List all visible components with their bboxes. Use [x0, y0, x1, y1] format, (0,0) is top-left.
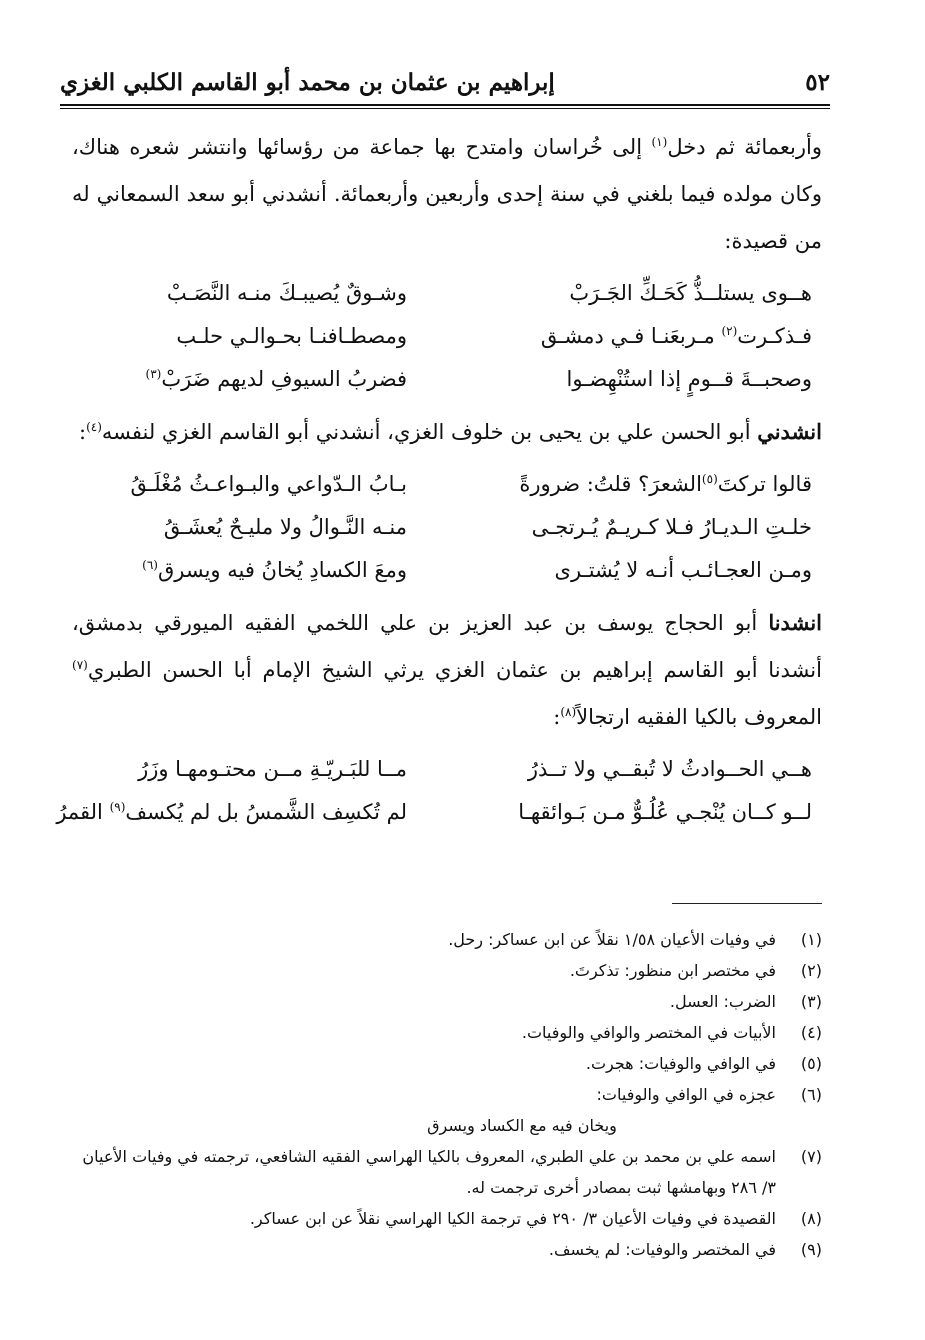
footnote-text: اسمه علي بن محمد بن علي الطبري، المعروف بالكيا الهراسي الفقيه الشافعي، ترجمته في وفيات الأعيان ٣/ ٢٨٦ وبهامشها ثبت بمصادر أخرى ترجمت له.: [82, 1147, 776, 1197]
text-run: ومعَ الكسادِ يُخانُ فيه ويسرق: [157, 557, 407, 582]
hemistich-second: [72, 757, 447, 781]
lead-word: انشدني: [757, 419, 822, 444]
footnote-ref: (٤): [86, 420, 102, 434]
verse: [72, 747, 822, 790]
footnote-ref: (١): [651, 135, 668, 149]
text-run: أبو الحجاج يوسف بن عبد العزيز بن علي اللخمي الفقيه الميورقي بدمشق، أنشدنا أبو القاسم إبراهيم بن عثمان الغزي يرثي الشيخ الإمام أبا الحسن الطبري: [72, 611, 822, 682]
poem-1: [72, 271, 822, 400]
footnote-text: القصيدة في وفيات الأعيان ٣/ ٢٩٠ في ترجمة الكيا الهراسي نقلاً عن ابن عساكر.: [249, 1209, 776, 1228]
footnote: [72, 1203, 822, 1234]
footnote-text: في المختصر والوفيات: لم يخسف.: [548, 1240, 776, 1259]
hemistich-first: [447, 281, 822, 305]
hemistich-second: [72, 515, 447, 539]
hemistich-first: [447, 472, 822, 496]
main-text: [56, 124, 822, 841]
text-run: الشعرَ؟ قلتُ: ضرورةً: [519, 471, 702, 496]
text-run: فـذكـرت: [737, 323, 812, 348]
hemistich-second: [72, 324, 447, 348]
text-run: أبو الحسن علي بن يحيى بن خلوف الغزي، أنشدني أبو القاسم الغزي لنفسه: [101, 420, 758, 444]
footnote-number: (١): [800, 930, 822, 949]
text-run: منـه النَّـوالُ ولا مليـحٌ يُعشَـقُ: [163, 514, 407, 539]
verse: [72, 505, 822, 548]
footnote-text: في مختصر ابن منظور: تذكرتَ.: [569, 961, 776, 980]
text-run: :: [79, 420, 87, 444]
footnote-text: في وفيات الأعيان ١/٥٨ نقلاً عن ابن عساكر: رحل.: [448, 930, 776, 949]
footnote-ref: (٦): [142, 557, 158, 572]
footnote-text: الضرب: العسل.: [669, 992, 776, 1011]
page-number: ٥٢: [805, 68, 830, 96]
text-run: وشـوقٌ يُصيبـكَ منـه النَّصَـبْ: [166, 280, 407, 305]
footnote-text: في الوافي والوفيات: هجرت.: [585, 1054, 776, 1073]
footnote: [72, 1234, 822, 1265]
verse: [72, 314, 822, 357]
verse: [72, 357, 822, 400]
footnote-ref: (٩): [109, 799, 126, 814]
footnote-number: (٩): [800, 1240, 822, 1259]
text-run: قالوا تركتَ: [717, 471, 812, 496]
lead-word: انشدنا: [768, 610, 822, 635]
footnote-number: (٨): [800, 1209, 822, 1228]
footnote-number: (٥): [800, 1054, 822, 1073]
verse: [72, 462, 822, 505]
text-run: هــي الحــوادثُ لا تُبقــي ولا تــذرُ: [527, 756, 812, 781]
verse: [72, 271, 822, 314]
text-run: فضربُ السيوفِ لديهم ضَرَبْ: [161, 366, 407, 391]
footnote-ref: (٥): [701, 471, 718, 486]
hemistich-first: [447, 800, 822, 824]
verse: [56, 790, 822, 833]
footnote-verse: ويخان فيه مع الكساد ويسرق: [427, 1116, 617, 1135]
text-run: لم تُكسِف الشَّمسُ بل لم يُكسف: [125, 799, 407, 824]
text-run: المعروف بالكيا الفقيه ارتجالاً: [576, 705, 822, 729]
hemistich-first: [447, 757, 822, 781]
hemistich-second: [72, 472, 447, 496]
footnote: [72, 1141, 822, 1203]
hemistich-second: [72, 281, 447, 305]
page-header: [60, 62, 830, 102]
footnote-ref: (٢): [721, 323, 738, 338]
footnote-number: (٧): [800, 1147, 822, 1166]
header-rule: [60, 104, 830, 109]
footnote-number: (٢): [800, 961, 822, 980]
footnote: [72, 986, 822, 1017]
footnote-number: (٦): [800, 1085, 822, 1104]
text-run: :: [553, 705, 561, 729]
text-run: وصحبــةَ قــومٍ إذا استُنْهِضـوا: [566, 366, 812, 391]
footnote-text: الأبيات في المختصر والوافي والوفيات.: [521, 1023, 776, 1042]
text-run: خلـتِ الـديـارُ فـلا كـريـمٌ يُـرتجـى: [531, 514, 812, 539]
verse: [72, 548, 822, 591]
footnote-ref: (٧): [72, 658, 88, 672]
text-run: إلى خُراسان وامتدح بها جماعة من رؤسائها وانتشر شعره هناك، وكان مولده فيما بلغني في سنة إحدى وأربعين وأربعمائة. أنشدني أبو سعد السمعاني له من قصيدة:: [72, 135, 822, 253]
text-run: مـربعَنـا فـي دمشـق: [540, 323, 722, 348]
footnote: [72, 1017, 822, 1048]
footnote-text: عجزه في الوافي والوفيات:: [596, 1085, 776, 1104]
text-run: وأربعمائة ثم دخل: [667, 135, 822, 159]
footnote-number: (٤): [800, 1023, 822, 1042]
text-run: القمرُ: [56, 799, 110, 824]
hemistich-second: [72, 367, 447, 391]
hemistich-first: [447, 324, 822, 348]
footnote: [72, 1048, 822, 1079]
text-run: ومصطـافنـا بحـوالـي حلـب: [176, 323, 407, 348]
paragraph-1: [72, 124, 822, 265]
footnote: [72, 1079, 822, 1110]
text-run: مــا للبَـريّـةِ مــن محتـومهـا وزَرُ: [138, 756, 407, 781]
footnote: [72, 924, 822, 955]
hemistich-first: [447, 367, 822, 391]
poem-3: [56, 747, 822, 833]
paragraph-3: [72, 599, 822, 741]
text-run: لــو كــان يُنْجـي عُلُـوٌّ مـن بَـوائقهـا: [518, 799, 812, 824]
footnote-ref: (٨): [560, 705, 577, 719]
footnote-ref: (٣): [145, 366, 162, 381]
running-title: إبراهيم بن عثمان بن محمد أبو القاسم الكلبي الغزي: [60, 68, 555, 96]
footnote-number: (٣): [800, 992, 822, 1011]
text-run: ومـن العجـائـب أنـه لا يُشتـرى: [554, 557, 812, 582]
footnotes: [72, 924, 822, 1265]
text-run: بـابُ الـدّواعي والبـواعـثُ مُغْلَـقُ: [130, 471, 407, 496]
footnote: [72, 955, 822, 986]
hemistich-first: [447, 558, 822, 582]
hemistich-second: [72, 558, 447, 582]
text-run: هــوى يستلــذُّ كَحَـكِّ الجَـرَبْ: [569, 280, 812, 305]
footnote-separator: [672, 903, 822, 904]
paragraph-2: [72, 408, 822, 456]
poem-2: [72, 462, 822, 591]
hemistich-first: [447, 515, 822, 539]
hemistich-second: [56, 799, 447, 824]
